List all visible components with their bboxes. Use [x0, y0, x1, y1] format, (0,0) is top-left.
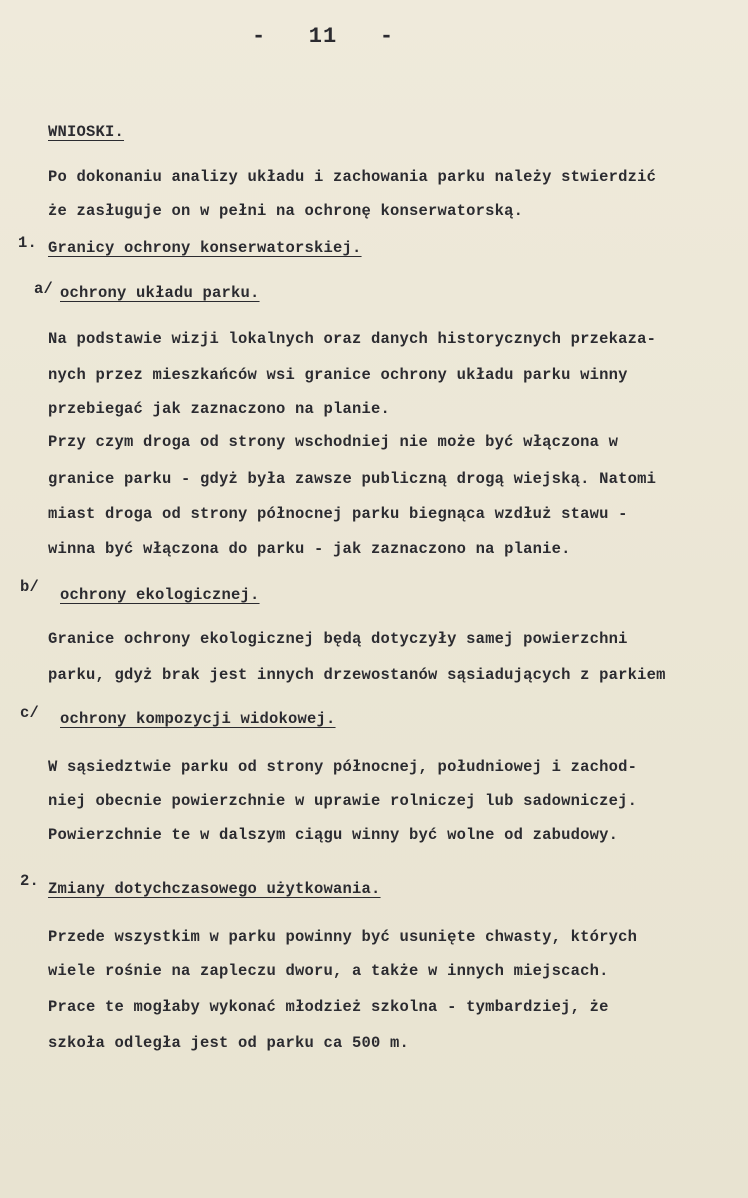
paragraph-line: W sąsiedztwie parku od strony północnej, południowej i zachod- [48, 758, 638, 776]
intro-line: Po dokonaniu analizy układu i zachowania parku należy stwierdzić [48, 168, 657, 186]
subsection-marker: b/ [20, 578, 40, 596]
paragraph-line: Granice ochrony ekologicznej będą dotyczyły samej powierzchni [48, 630, 628, 648]
paragraph-line: nych przez mieszkańców wsi granice ochrony układu parku winny [48, 366, 628, 384]
paragraph-line: winna być włączona do parku - jak zaznaczono na planie. [48, 540, 571, 558]
paragraph-line: Powierzchnie te w dalszym ciągu winny być wolne od zabudowy. [48, 826, 619, 844]
paragraph-line: Przy czym droga od strony wschodniej nie może być włączona w [48, 433, 619, 451]
section-number: 1. [18, 234, 38, 252]
paragraph-line: szkoła odległa jest od parku ca 500 m. [48, 1034, 410, 1052]
paragraph-line: wiele rośnie na zapleczu dworu, a także w innych miejscach. [48, 962, 609, 980]
paragraph-line: miast droga od strony północnej parku biegnąca wzdłuż stawu - [48, 505, 628, 523]
paragraph-line: niej obecnie powierzchnie w uprawie rolniczej lub sadowniczej. [48, 792, 638, 810]
section-title: Zmiany dotychczasowego użytkowania. [48, 880, 381, 898]
paragraph-line: granice parku - gdyż była zawsze publiczną drogą wiejską. Natomi [48, 470, 657, 488]
section-heading: WNIOSKI. [48, 123, 125, 141]
section-number: 2. [20, 872, 40, 890]
subsection-title: ochrony układu parku. [60, 284, 260, 302]
paragraph-line: Przede wszystkim w parku powinny być usunięte chwasty, których [48, 928, 638, 946]
paragraph-line: przebiegać jak zaznaczono na planie. [48, 400, 391, 418]
page-number: - 11 - [252, 24, 395, 49]
subsection-title: ochrony ekologicznej. [60, 586, 260, 604]
subsection-marker: c/ [20, 704, 40, 722]
paragraph-line: Na podstawie wizji lokalnych oraz danych historycznych przekaza- [48, 330, 657, 348]
paragraph-line: Prace te mogłaby wykonać młodzież szkolna - tymbardziej, że [48, 998, 609, 1016]
intro-line: że zasługuje on w pełni na ochronę konserwatorską. [48, 202, 524, 220]
subsection-marker: a/ [34, 280, 54, 298]
subsection-title: ochrony kompozycji widokowej. [60, 710, 336, 728]
paragraph-line: parku, gdyż brak jest innych drzewostanów sąsiadujących z parkiem [48, 666, 666, 684]
section-title: Granicy ochrony konserwatorskiej. [48, 239, 362, 257]
